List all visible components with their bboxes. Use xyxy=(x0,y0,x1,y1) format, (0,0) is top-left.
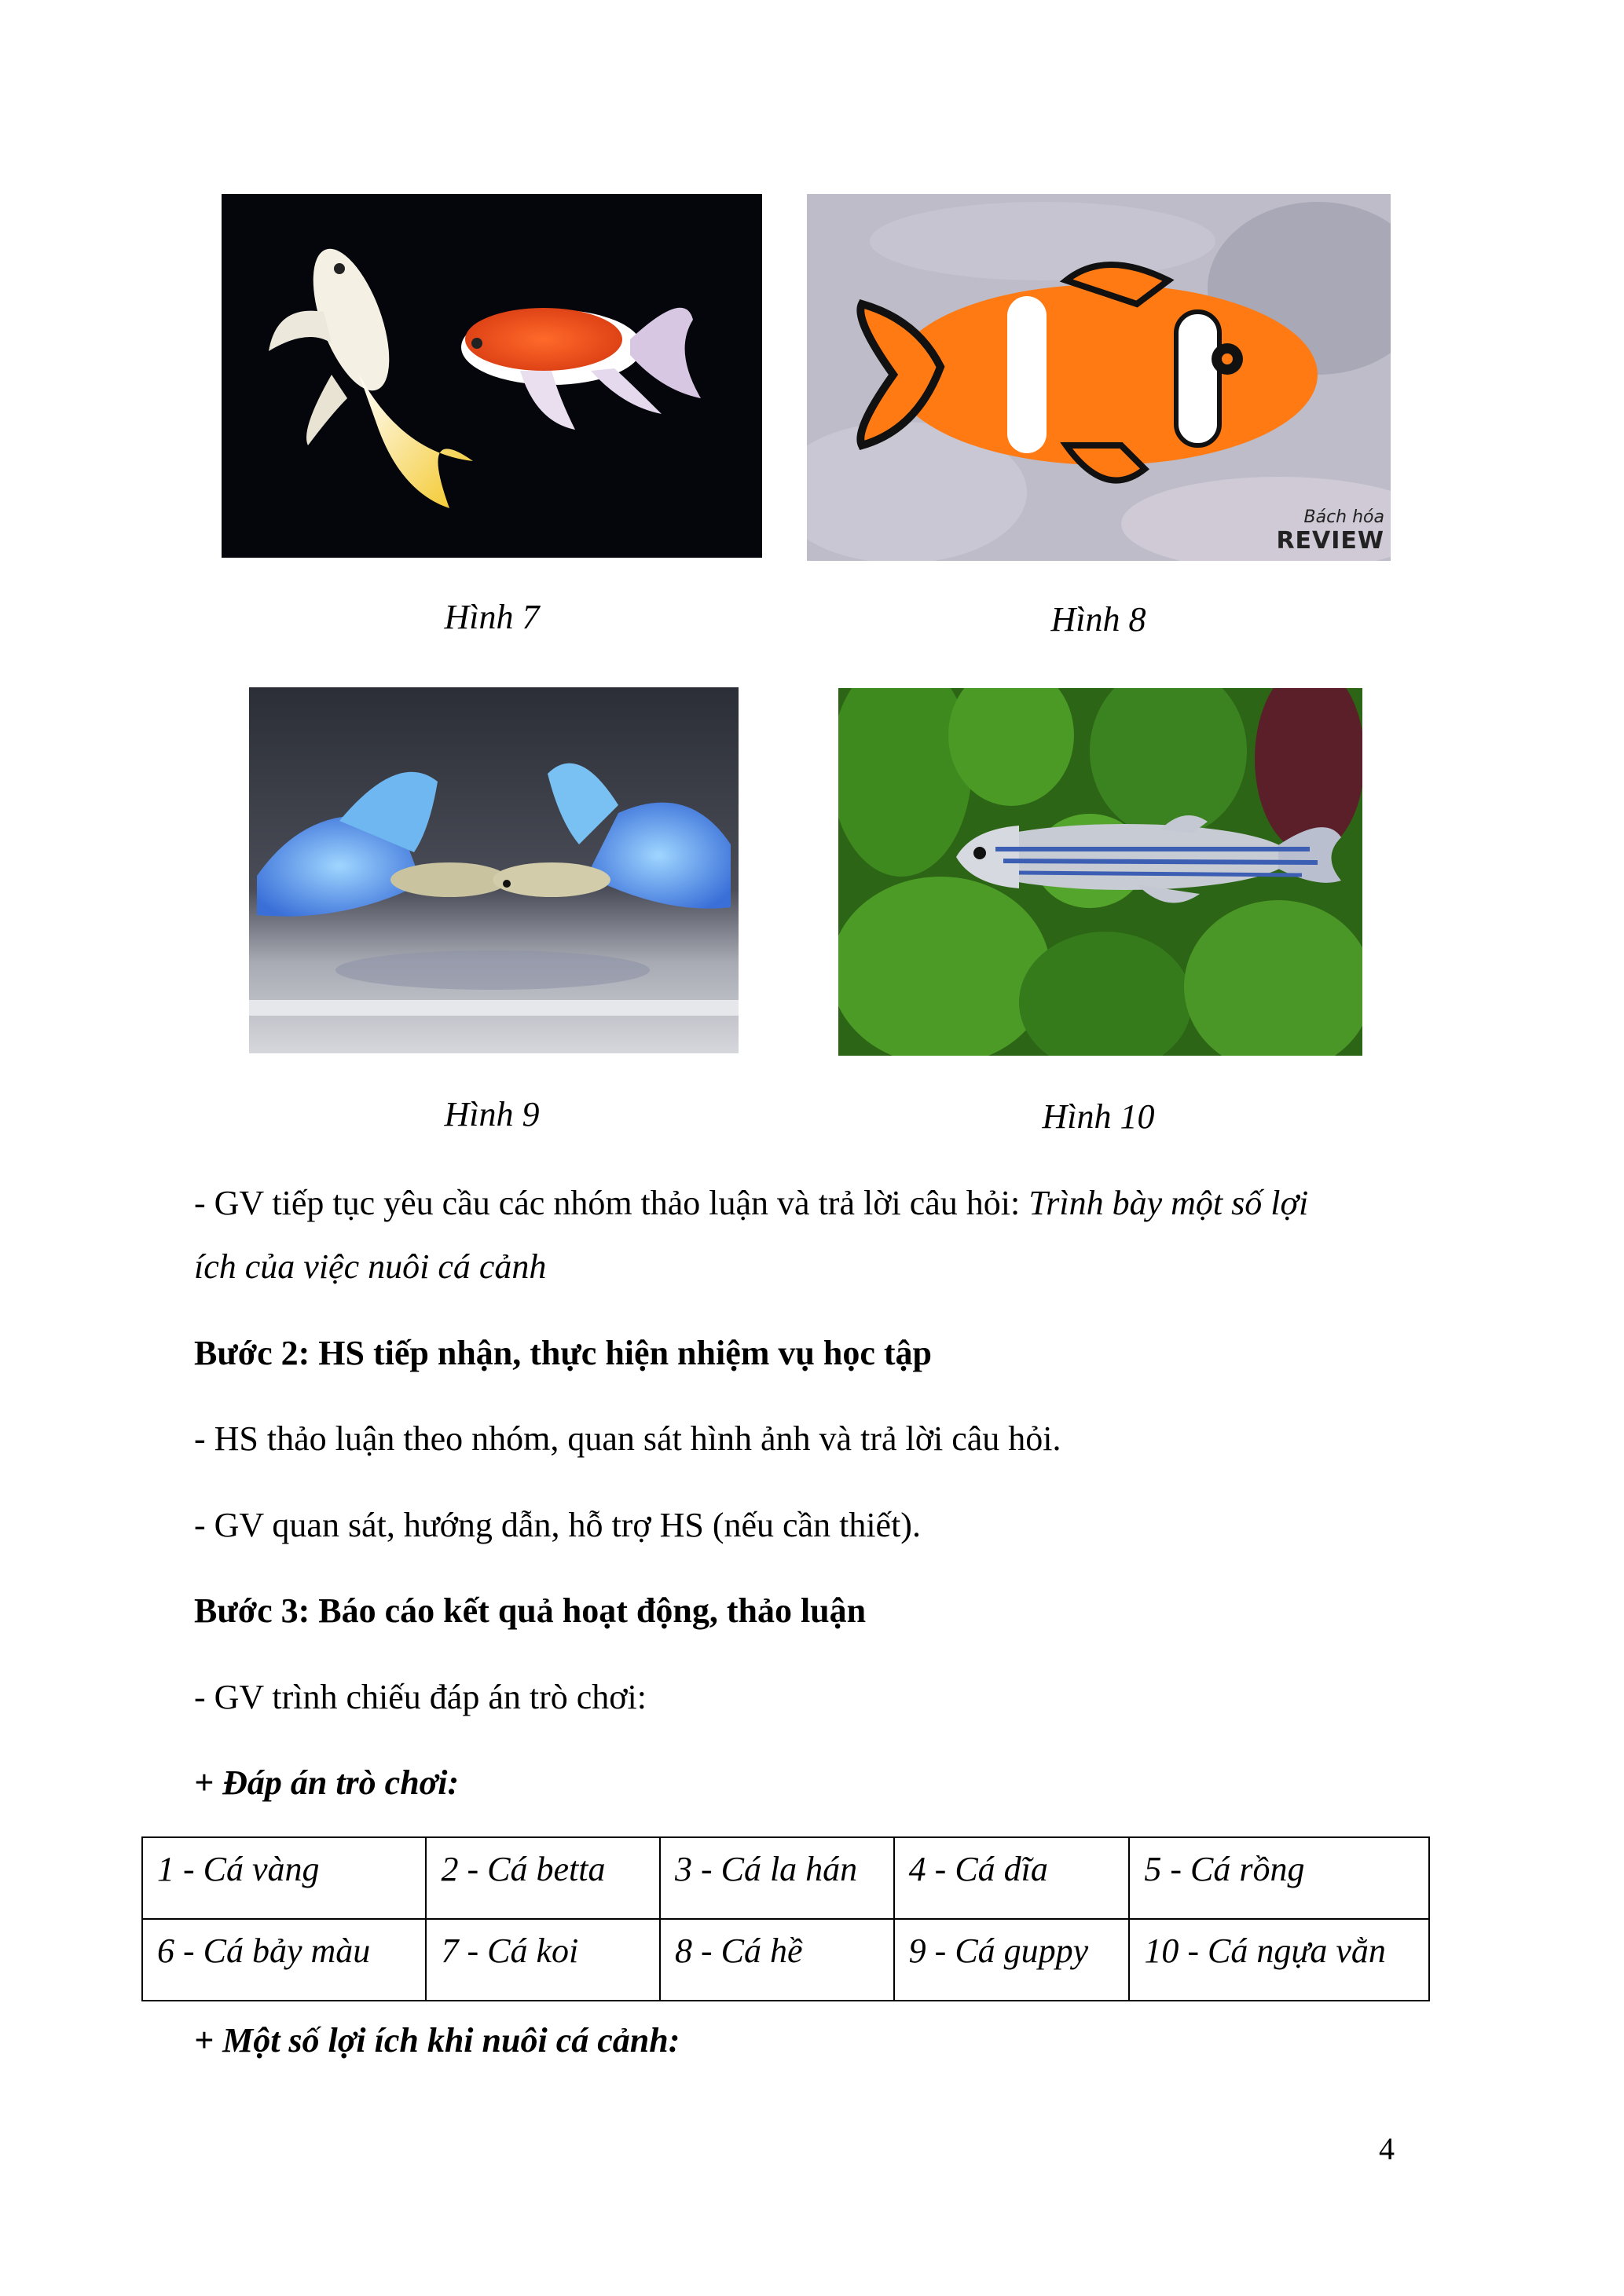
gv-request-question-line1: Trình bày một số lợi xyxy=(1028,1184,1309,1222)
table-cell: 5 - Cá rồng xyxy=(1129,1837,1429,1919)
step3-heading: Bước 3: Báo cáo kết quả hoạt động, thảo luận xyxy=(194,1591,867,1630)
zebrafish-photo-icon xyxy=(838,688,1362,1056)
figure-9-caption: Hình 9 xyxy=(444,1095,540,1133)
table-cell: 1 - Cá vàng xyxy=(142,1837,426,1919)
benefits-heading: + Một số lợi ích khi nuôi cá cảnh: xyxy=(194,2021,680,2060)
table-cell: 8 - Cá hề xyxy=(660,1919,894,2001)
table-cell: 10 - Cá ngựa vằn xyxy=(1129,1919,1429,2001)
clownfish-photo-icon xyxy=(807,194,1391,561)
watermark-logo xyxy=(1276,507,1384,555)
figure-10-caption: Hình 10 xyxy=(1042,1097,1155,1136)
goldfish-photo-icon xyxy=(222,194,762,558)
guppy-photo-icon xyxy=(249,687,739,1053)
table-row xyxy=(142,1837,1429,1919)
figure-9-image xyxy=(249,687,739,1053)
answer-table xyxy=(141,1836,1430,2001)
figure-10-image xyxy=(838,688,1362,1056)
figure-7-caption: Hình 7 xyxy=(444,598,540,636)
figure-7-image xyxy=(222,194,762,558)
table-cell: 9 - Cá guppy xyxy=(894,1919,1130,2001)
table-cell: 3 - Cá la hán xyxy=(660,1837,894,1919)
figure-8-image xyxy=(807,194,1391,561)
table-row xyxy=(142,1919,1429,2001)
table-cell: 6 - Cá bảy màu xyxy=(142,1919,426,2001)
gv-request-question-line2: ích của việc nuôi cá cảnh xyxy=(194,1247,547,1286)
answers-heading: + Đáp án trò chơi: xyxy=(194,1763,460,1802)
step2-item-2: - GV quan sát, hướng dẫn, hỗ trợ HS (nếu cần thiết). xyxy=(194,1506,921,1544)
step2-heading: Bước 2: HS tiếp nhận, thực hiện nhiệm vụ học tập xyxy=(194,1334,932,1372)
watermark-top: Bách hóa xyxy=(1303,507,1384,527)
gv-request-paragraph xyxy=(194,1172,1308,1235)
gv-request-text: - GV tiếp tục yêu cầu các nhóm thảo luận và trả lời câu hỏi: xyxy=(194,1184,1029,1222)
table-cell: 7 - Cá koi xyxy=(426,1919,659,2001)
figure-8-caption: Hình 8 xyxy=(1050,600,1146,639)
table-cell: 2 - Cá betta xyxy=(426,1837,659,1919)
page-number: 4 xyxy=(1379,2131,1395,2166)
table-cell: 4 - Cá dĩa xyxy=(894,1837,1130,1919)
step2-item-1: - HS thảo luận theo nhóm, quan sát hình ảnh và trả lời câu hỏi. xyxy=(194,1419,1061,1458)
watermark-bottom: REVIEW xyxy=(1276,527,1384,555)
step3-item-1: - GV trình chiếu đáp án trò chơi: xyxy=(194,1678,647,1716)
